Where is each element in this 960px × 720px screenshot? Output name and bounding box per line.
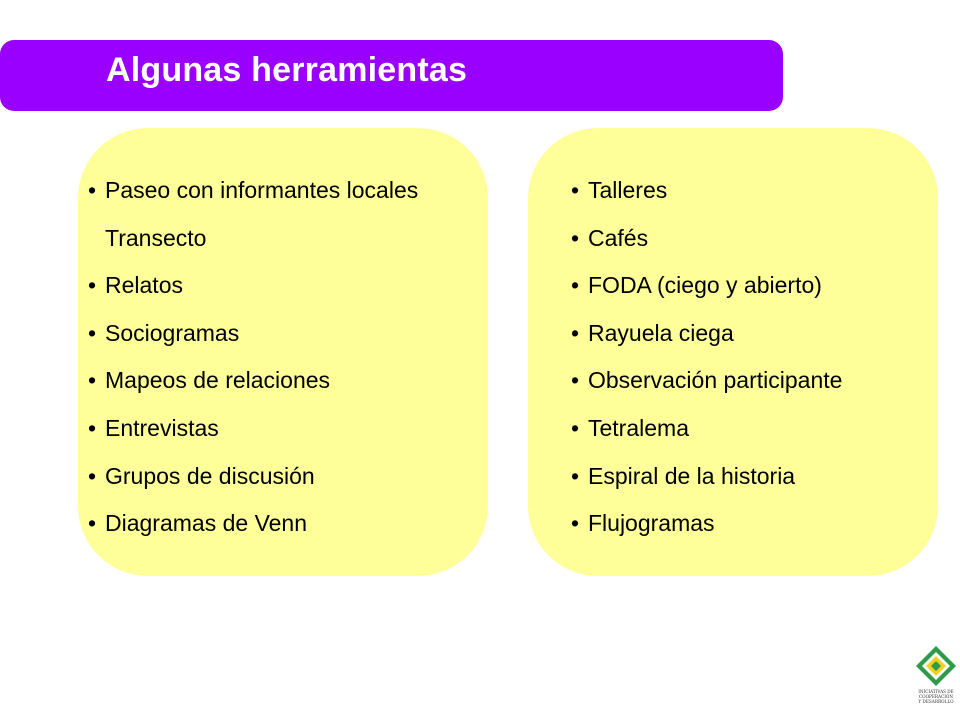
list-item-text: Rayuela ciega: [588, 319, 734, 346]
list-item-text: Mapeos de relaciones: [105, 367, 331, 394]
list-item-text: FODA (ciego y abierto): [588, 272, 822, 299]
list-item-text: Grupos de discusión: [105, 462, 315, 489]
list-item-text: Sociogramas: [105, 319, 240, 346]
bullet-icon: •: [88, 177, 97, 203]
bullet-icon: •: [88, 510, 97, 537]
bullet-icon: •: [571, 367, 580, 394]
bullet-icon: •: [571, 414, 580, 441]
bullet-icon: •: [88, 367, 97, 394]
list-item: [571, 215, 842, 263]
bullet-icon: •: [571, 224, 580, 251]
bullet-icon: •: [88, 414, 97, 441]
bullet-icon: •: [571, 462, 580, 489]
list-item: [88, 405, 418, 453]
logo-caption-line: Y DESARROLLO: [918, 699, 954, 704]
bullet-icon: •: [88, 272, 97, 299]
list-item: [571, 500, 842, 548]
list-item-text: Transecto: [105, 224, 207, 251]
list-item-text: Cafés: [588, 224, 649, 251]
bullet-icon: •: [571, 510, 580, 537]
list-item: [88, 262, 418, 310]
left-tool-list: [88, 167, 418, 548]
logo-caption-line: INICIATIVAS DE: [918, 689, 954, 694]
list-item: [571, 357, 842, 405]
logo-caption: [914, 689, 958, 704]
list-item-text: Relatos: [105, 272, 183, 299]
right-tool-list: [571, 167, 842, 548]
list-item: [88, 215, 418, 263]
list-item-text: Observación participante: [588, 367, 843, 394]
slide-title: Algunas herramientas: [106, 51, 468, 89]
bullet-icon: •: [571, 177, 580, 203]
list-item: [88, 357, 418, 405]
bullet-icon: •: [571, 272, 580, 299]
list-item: [571, 453, 842, 501]
list-item: [88, 310, 418, 358]
list-item-text: Talleres: [588, 177, 668, 203]
list-item: [571, 167, 842, 215]
list-item-text: Espiral de la historia: [588, 462, 796, 489]
list-item: [88, 167, 418, 215]
logo-caption-line: COOPERACIÓN: [918, 694, 954, 699]
list-item: [571, 405, 842, 453]
list-item-text: Diagramas de Venn: [105, 510, 308, 537]
diamond-logo-icon: [914, 644, 958, 688]
bullet-icon: •: [88, 319, 97, 346]
list-item-text: Entrevistas: [105, 414, 219, 441]
bullet-icon: •: [571, 319, 580, 346]
list-item: [88, 500, 418, 548]
list-item-text: Tetralema: [588, 414, 689, 441]
list-item: [571, 310, 842, 358]
organization-logo: [914, 644, 958, 720]
list-item: [571, 262, 842, 310]
list-item: [88, 453, 418, 501]
list-item-text: Paseo con informantes locales: [105, 177, 419, 203]
bullet-icon: •: [88, 462, 97, 489]
list-item-text: Flujogramas: [588, 510, 715, 537]
